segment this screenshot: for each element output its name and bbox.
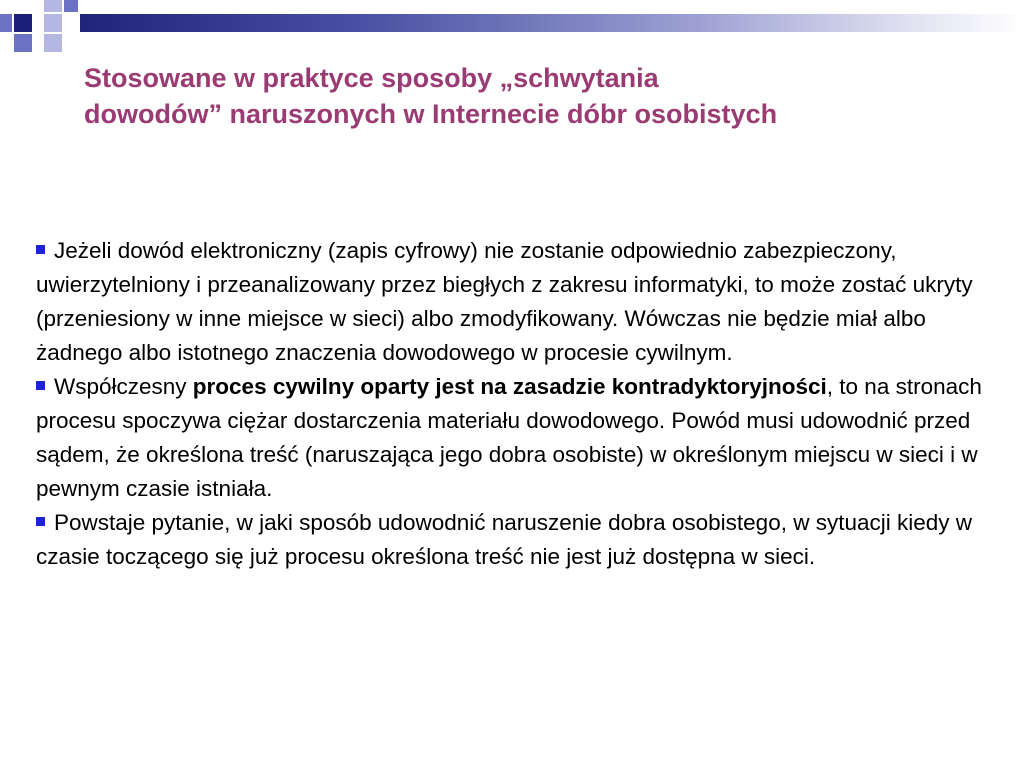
paragraph-3-text: Powstaje pytanie, w jaki sposób udowodnić naruszenie dobra osobistego, w sytuacji kiedy w czasie toczącego się już procesu określona treść nie jest już dostępna w sieci.: [36, 510, 973, 569]
paragraph-2-text-post: , to na stronach procesu spoczywa ciężar dostarczenia materiału dowodowego. Powód musi udowodnić przed sądem, że określona treść (naruszająca jego dobra osobiste) w określonym miejscu w sieci i w pewnym czasie istniała.: [36, 374, 982, 501]
square-bullet-icon: [36, 381, 45, 390]
slide-title-line-1: Stosowane w praktyce sposoby „schwytania: [84, 63, 659, 93]
decor-square-lavender-mid: [44, 14, 62, 32]
square-bullet-icon: [36, 517, 45, 526]
paragraph-1-text: Jeżeli dowód elektroniczny (zapis cyfrowy) nie zostanie odpowiednio zabezpieczony, uwierzytelniony i przeanalizowany przez biegłych z zakresu informatyki, to może zostać ukryty (przeniesiony w inne miejsce w sieci) albo zmodyfikowany. Wówczas nie będzie miał albo żadnego albo istotnego znaczenia dowodowego w procesie cywilnym.: [36, 238, 973, 365]
slide-body: [36, 234, 986, 574]
header-gradient-bar: [80, 14, 1024, 32]
paragraph-2-text-bold: proces cywilny oparty jest na zasadzie kontradyktoryjności: [192, 374, 827, 399]
bullet-paragraph-3: [36, 506, 986, 574]
decor-square-blue-top: [64, 0, 78, 12]
paragraph-2-text-pre: Współczesny: [54, 374, 193, 399]
bullet-paragraph-1: [36, 234, 986, 370]
square-bullet-icon: [36, 245, 45, 254]
header-decoration: [0, 0, 1024, 60]
decor-square-navy: [14, 14, 32, 32]
slide-title: [84, 60, 994, 132]
decor-square-blue-mid: [14, 34, 32, 52]
decor-square-blue-left: [0, 14, 12, 32]
bullet-paragraph-2: [36, 370, 986, 506]
decor-square-lavender-bottom: [44, 34, 62, 52]
decor-square-lavender-top: [44, 0, 62, 12]
slide-title-line-2: dowodów” naruszonych w Internecie dóbr osobistych: [84, 99, 778, 129]
